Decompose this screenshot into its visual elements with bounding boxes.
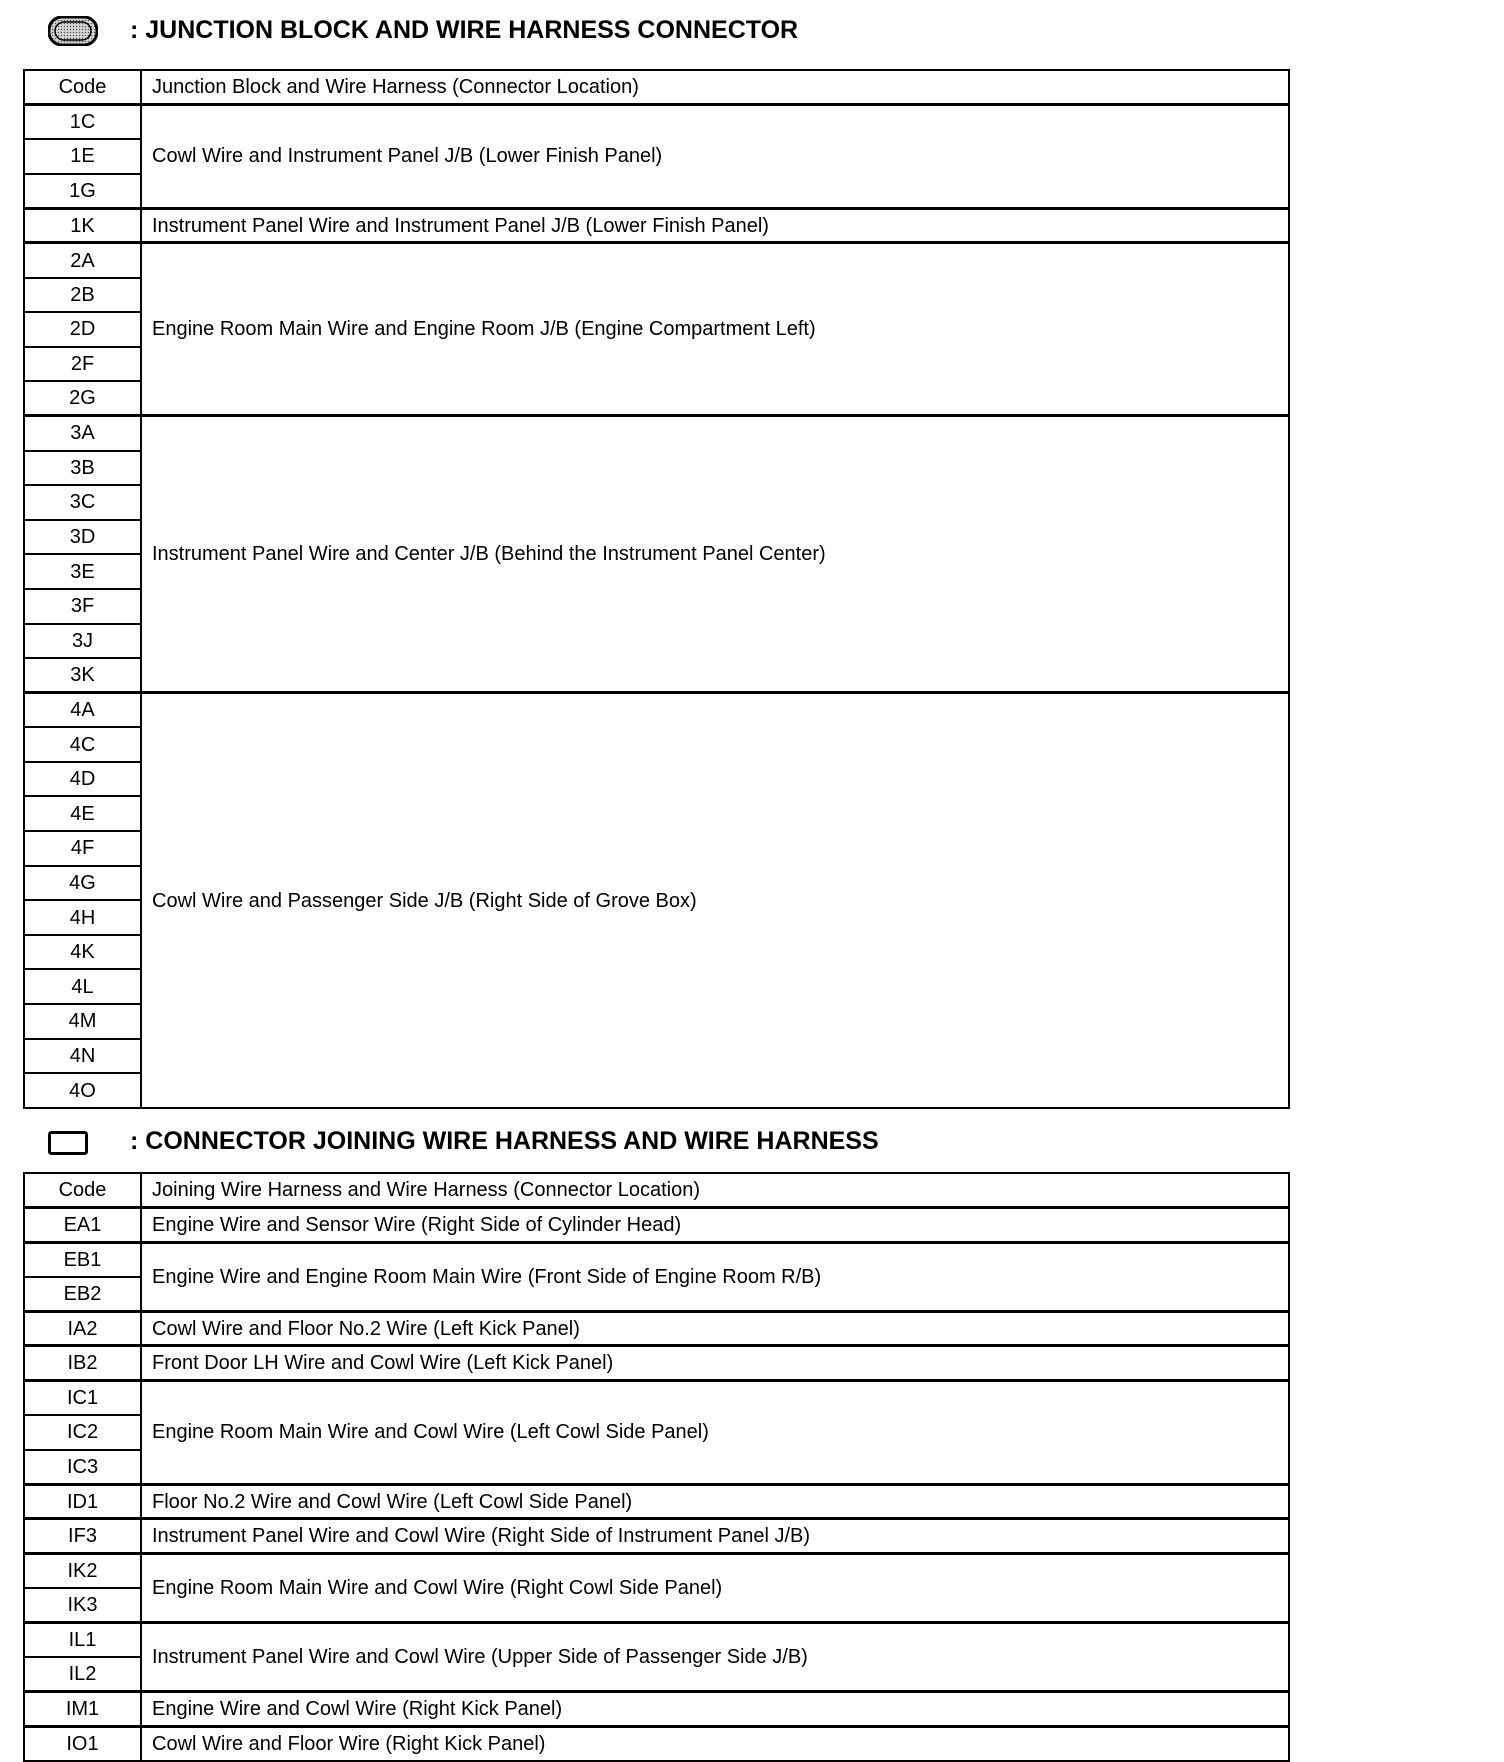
connector-code: EA1	[24, 1208, 141, 1243]
table-row	[24, 243, 1289, 278]
connector-code: 4A	[24, 693, 141, 728]
connector-location: Engine Wire and Engine Room Main Wire (Front Side of Engine Room R/B)	[141, 1242, 1289, 1311]
connector-code: IC1	[24, 1381, 141, 1416]
connector-code: 2D	[24, 312, 141, 347]
connector-location: Engine Room Main Wire and Cowl Wire (Right Cowl Side Panel)	[141, 1554, 1289, 1623]
table-row	[24, 1242, 1289, 1277]
table-row	[24, 1519, 1289, 1554]
connector-code: 3D	[24, 520, 141, 555]
connector-code: IB2	[24, 1346, 141, 1381]
table-header-row	[24, 70, 1289, 105]
connector-code: IC3	[24, 1450, 141, 1485]
connector-location: Cowl Wire and Floor Wire (Right Kick Panel)	[141, 1727, 1289, 1762]
junction-block-section-header	[0, 10, 1300, 50]
connector-location: Floor No.2 Wire and Cowl Wire (Left Cowl Side Panel)	[141, 1484, 1289, 1519]
connector-code: 4M	[24, 1004, 141, 1039]
table-row	[24, 105, 1289, 140]
connector-location: Cowl Wire and Instrument Panel J/B (Lower Finish Panel)	[141, 105, 1289, 209]
table-row	[24, 1381, 1289, 1416]
column-header-description: Junction Block and Wire Harness (Connector Location)	[141, 70, 1289, 105]
connector-code: 4G	[24, 866, 141, 901]
connector-icon	[48, 1131, 88, 1155]
connector-code: 1K	[24, 208, 141, 243]
connector-section-title: : CONNECTOR JOINING WIRE HARNESS AND WIRE HARNESS	[130, 1127, 879, 1155]
table-row	[24, 1554, 1289, 1589]
connector-code: IM1	[24, 1692, 141, 1727]
connector-location: Engine Wire and Cowl Wire (Right Kick Panel)	[141, 1692, 1289, 1727]
connector-code: 3F	[24, 589, 141, 624]
junction-block-icon	[48, 16, 98, 46]
connector-code: 1G	[24, 174, 141, 209]
table-row	[24, 1311, 1289, 1346]
connector-code: EB2	[24, 1277, 141, 1312]
connector-code: 3E	[24, 554, 141, 589]
table-row	[24, 1208, 1289, 1243]
connector-code: 4O	[24, 1073, 141, 1108]
connector-code: 2G	[24, 381, 141, 416]
connector-code: EB1	[24, 1242, 141, 1277]
connector-code: 4C	[24, 727, 141, 762]
connector-code: IA2	[24, 1311, 141, 1346]
connector-code: ID1	[24, 1484, 141, 1519]
connector-location: Instrument Panel Wire and Cowl Wire (Upper Side of Passenger Side J/B)	[141, 1623, 1289, 1692]
connector-location: Cowl Wire and Passenger Side J/B (Right Side of Grove Box)	[141, 693, 1289, 1108]
connector-location: Instrument Panel Wire and Instrument Panel J/B (Lower Finish Panel)	[141, 208, 1289, 243]
table-row	[24, 1484, 1289, 1519]
connector-location: Cowl Wire and Floor No.2 Wire (Left Kick Panel)	[141, 1311, 1289, 1346]
connector-code: 2B	[24, 278, 141, 313]
connector-code: IL2	[24, 1657, 141, 1692]
connector-code: 4F	[24, 831, 141, 866]
connector-code: 3C	[24, 485, 141, 520]
connector-code: 3J	[24, 624, 141, 659]
connector-location: Engine Room Main Wire and Engine Room J/B (Engine Compartment Left)	[141, 243, 1289, 416]
connector-code: 4N	[24, 1039, 141, 1074]
column-header-code: Code	[24, 1173, 141, 1208]
connector-code: IK2	[24, 1554, 141, 1589]
junction-block-section-title: : JUNCTION BLOCK AND WIRE HARNESS CONNECTOR	[130, 16, 799, 44]
column-header-code: Code	[24, 70, 141, 105]
connector-code: 4H	[24, 900, 141, 935]
connector-section-header	[0, 1121, 1300, 1161]
table-row	[24, 1346, 1289, 1381]
table-row	[24, 1692, 1289, 1727]
connector-code: 2A	[24, 243, 141, 278]
connector-code: 4D	[24, 762, 141, 797]
connector-code: IC2	[24, 1415, 141, 1450]
connector-code: 3K	[24, 658, 141, 693]
connector-code: 1C	[24, 105, 141, 140]
connector-code: 2F	[24, 347, 141, 382]
table-header-row	[24, 1173, 1289, 1208]
connector-code: 4E	[24, 796, 141, 831]
table-row	[24, 416, 1289, 451]
connector-table	[23, 1172, 1290, 1762]
connector-code: 4L	[24, 969, 141, 1004]
connector-code: 1E	[24, 139, 141, 174]
connector-location: Engine Room Main Wire and Cowl Wire (Left Cowl Side Panel)	[141, 1381, 1289, 1485]
table-row	[24, 208, 1289, 243]
connector-code: IO1	[24, 1727, 141, 1762]
column-header-description: Joining Wire Harness and Wire Harness (Connector Location)	[141, 1173, 1289, 1208]
connector-location: Engine Wire and Sensor Wire (Right Side of Cylinder Head)	[141, 1208, 1289, 1243]
connector-code: IF3	[24, 1519, 141, 1554]
connector-code: IK3	[24, 1588, 141, 1623]
table-row	[24, 1623, 1289, 1658]
connector-code: 4K	[24, 935, 141, 970]
connector-code: 3A	[24, 416, 141, 451]
table-row	[24, 693, 1289, 728]
connector-location: Instrument Panel Wire and Cowl Wire (Right Side of Instrument Panel J/B)	[141, 1519, 1289, 1554]
junction-block-table	[23, 69, 1290, 1109]
connector-code: IL1	[24, 1623, 141, 1658]
connector-code: 3B	[24, 451, 141, 486]
connector-location: Instrument Panel Wire and Center J/B (Behind the Instrument Panel Center)	[141, 416, 1289, 693]
connector-location: Front Door LH Wire and Cowl Wire (Left Kick Panel)	[141, 1346, 1289, 1381]
